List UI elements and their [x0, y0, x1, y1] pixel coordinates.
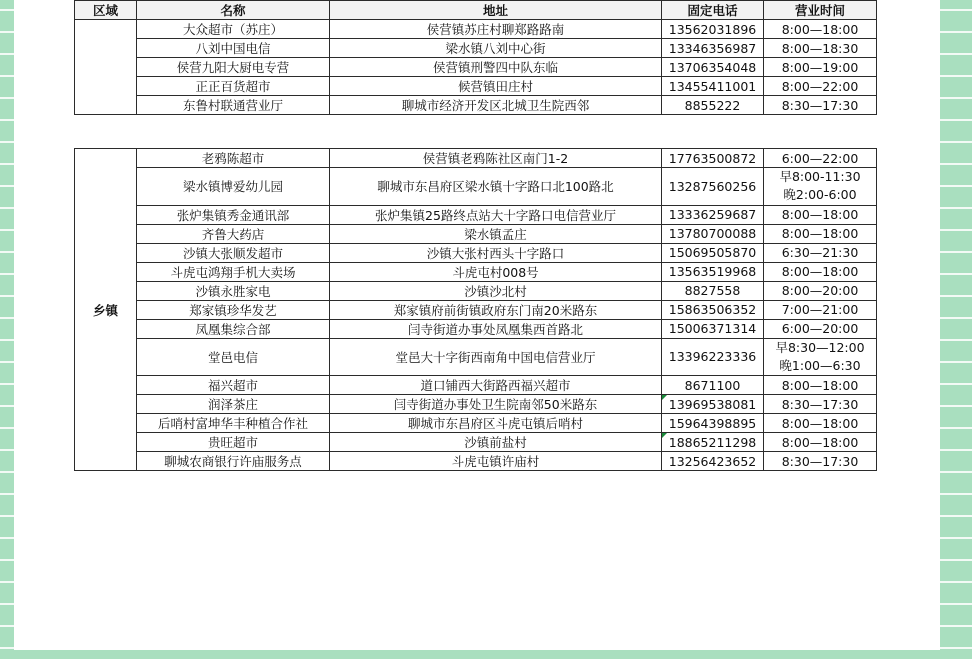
- store-hours: [764, 262, 877, 281]
- store-name: 贵旺超市: [137, 433, 330, 452]
- store-phone: 13780700088: [662, 224, 764, 243]
- store-hours-line: 早8:00-11:30: [779, 169, 861, 185]
- store-phone: 15006371314: [662, 319, 764, 338]
- table-row: [75, 452, 877, 471]
- store-hours: [764, 243, 877, 262]
- table-row: [75, 243, 877, 262]
- store-hours-line: 8:30—17:30: [781, 453, 859, 469]
- store-hours: [764, 149, 877, 168]
- store-hours: [764, 376, 877, 395]
- decorative-border-right: [940, 0, 972, 659]
- store-name: 沙镇永胜家电: [137, 281, 330, 300]
- table-row: [75, 319, 877, 338]
- store-hours: [764, 224, 877, 243]
- table-row: [75, 96, 877, 115]
- table-row: [75, 414, 877, 433]
- table-row: [75, 168, 877, 206]
- header-address: 地址: [330, 1, 662, 20]
- decorative-border-left: [0, 0, 14, 659]
- store-address: 张炉集镇25路终点站大十字路口电信营业厅: [330, 205, 662, 224]
- store-address: 聊城市东昌府区斗虎屯镇后哨村: [330, 414, 662, 433]
- store-name: 润泽茶庄: [137, 395, 330, 414]
- store-phone: 13563519968: [662, 262, 764, 281]
- page-gap: [74, 118, 878, 148]
- table-row: [75, 433, 877, 452]
- store-hours: 8:00—18:30: [764, 39, 877, 58]
- store-phone: 13396223336: [662, 338, 764, 376]
- store-name: 正正百货超市: [137, 77, 330, 96]
- table-row: [75, 77, 877, 96]
- area-label: 乡镇: [75, 149, 137, 471]
- store-phone: 13346356987: [662, 39, 764, 58]
- table-row: [75, 149, 877, 168]
- store-hours-line: 早8:30—12:00: [775, 339, 865, 355]
- store-phone: 15069505870: [662, 243, 764, 262]
- store-hours-line: 8:00—18:00: [781, 207, 859, 222]
- store-hours: [764, 300, 877, 319]
- store-name: 梁水镇博爱幼儿园: [137, 168, 330, 206]
- store-hours-line: 8:00—18:00: [781, 226, 859, 241]
- store-name: 侯营九阳大厨电专营: [137, 58, 330, 77]
- store-name: 斗虎屯鸿翔手机大卖场: [137, 262, 330, 281]
- store-address: 沙镇沙北村: [330, 281, 662, 300]
- store-address: 斗虎屯村008号: [330, 262, 662, 281]
- store-name: 凤凰集综合部: [137, 319, 330, 338]
- header-name: 名称: [137, 1, 330, 20]
- store-hours: [764, 168, 877, 206]
- store-address: 闫寺街道办事处凤凰集西首路北: [330, 319, 662, 338]
- store-phone: 13256423652: [662, 452, 764, 471]
- store-phone: 13336259687: [662, 205, 764, 224]
- store-name: 齐鲁大药店: [137, 224, 330, 243]
- store-address: 郑家镇府前街镇政府东门南20米路东: [330, 300, 662, 319]
- store-phone: 8855222: [662, 96, 764, 115]
- store-hours: [764, 319, 877, 338]
- store-hours: 8:00—19:00: [764, 58, 877, 77]
- table-row: [75, 20, 877, 39]
- store-hours-line: 8:00—20:00: [781, 283, 859, 298]
- decorative-border-bottom: [0, 650, 972, 659]
- store-hours: [764, 205, 877, 224]
- store-phone: 15964398895: [662, 414, 764, 433]
- area-cell-empty: [75, 20, 137, 115]
- store-phone: 8827558: [662, 281, 764, 300]
- table-row: [75, 262, 877, 281]
- document-page: [14, 0, 940, 650]
- store-hours-line: 8:00—18:00: [781, 377, 859, 393]
- store-address: 沙镇大张村西头十字路口: [330, 243, 662, 262]
- table-row: [75, 281, 877, 300]
- store-address: 侯营镇刑警四中队东临: [330, 58, 662, 77]
- store-hours: 8:00—18:00: [764, 20, 877, 39]
- header-area: 区域: [75, 1, 137, 20]
- store-hours-line: 6:30—21:30: [781, 245, 859, 260]
- store-name: 东鲁村联通营业厅: [137, 96, 330, 115]
- store-phone: 13287560256: [662, 168, 764, 206]
- store-name: 大众超市（苏庄）: [137, 20, 330, 39]
- store-address: 道口铺西大街路西福兴超市: [330, 376, 662, 395]
- store-hours-line: 8:00—18:00: [781, 415, 859, 431]
- store-phone: 17763500872: [662, 149, 764, 168]
- store-hours-line: 8:30—17:30: [781, 396, 859, 412]
- store-address: 梁水镇八刘中心街: [330, 39, 662, 58]
- store-address: 斗虎屯镇许庙村: [330, 452, 662, 471]
- table-row: [75, 205, 877, 224]
- store-hours-line: 6:00—22:00: [781, 150, 859, 166]
- store-name: 老鸦陈超市: [137, 149, 330, 168]
- store-address: 沙镇前盐村: [330, 433, 662, 452]
- table-header-row: [75, 1, 877, 20]
- store-name: 沙镇大张顺发超市: [137, 243, 330, 262]
- table-row: [75, 39, 877, 58]
- store-phone: 8671100: [662, 376, 764, 395]
- store-hours-line: 8:00—18:00: [781, 434, 859, 450]
- store-address: 聊城市经济开发区北城卫生院西邻: [330, 96, 662, 115]
- store-hours: [764, 452, 877, 471]
- table-row: [75, 395, 877, 414]
- store-address: 闫寺街道办事处卫生院南邻50米路东: [330, 395, 662, 414]
- store-hours: [764, 395, 877, 414]
- store-address: 候营镇田庄村: [330, 77, 662, 96]
- store-phone: 13706354048: [662, 58, 764, 77]
- header-hours: 营业时间: [764, 1, 877, 20]
- store-hours-line: 晚1:00—6:30: [779, 357, 861, 373]
- store-hours: [764, 414, 877, 433]
- store-hours-line: 7:00—21:00: [781, 302, 859, 317]
- store-name: 八刘中国电信: [137, 39, 330, 58]
- store-hours: 8:30—17:30: [764, 96, 877, 115]
- store-hours: [764, 338, 877, 376]
- store-address: 聊城市东昌府区梁水镇十字路口北100路北: [330, 168, 662, 206]
- outlet-table-bottom: [74, 148, 877, 471]
- store-hours-line: 晚2:00-6:00: [783, 187, 857, 203]
- outlet-table-top: [74, 0, 877, 115]
- store-address: 堂邑大十字街西南角中国电信营业厅: [330, 338, 662, 376]
- store-hours-line: 6:00—20:00: [781, 321, 859, 336]
- store-hours-line: 8:00—18:00: [781, 264, 859, 279]
- store-name: 后哨村富坤华丰种植合作社: [137, 414, 330, 433]
- store-phone: 18865211298: [662, 433, 764, 452]
- store-phone: 13562031896: [662, 20, 764, 39]
- store-name: 张炉集镇秀金通讯部: [137, 205, 330, 224]
- table-row: [75, 376, 877, 395]
- store-phone: 13455411001: [662, 77, 764, 96]
- table-row: [75, 300, 877, 319]
- store-name: 福兴超市: [137, 376, 330, 395]
- store-name: 聊城农商银行许庙服务点: [137, 452, 330, 471]
- store-address: 梁水镇孟庄: [330, 224, 662, 243]
- store-address: 侯营镇苏庄村聊郑路路南: [330, 20, 662, 39]
- table-row: [75, 338, 877, 376]
- header-phone: 固定电话: [662, 1, 764, 20]
- store-address: 侯营镇老鸦陈社区南门1-2: [330, 149, 662, 168]
- store-name: 郑家镇珍华发艺: [137, 300, 330, 319]
- table-row: [75, 224, 877, 243]
- store-phone: 13969538081: [662, 395, 764, 414]
- store-phone: 15863506352: [662, 300, 764, 319]
- table-row: [75, 58, 877, 77]
- store-name: 堂邑电信: [137, 338, 330, 376]
- store-hours: [764, 433, 877, 452]
- store-hours: 8:00—22:00: [764, 77, 877, 96]
- store-hours: [764, 281, 877, 300]
